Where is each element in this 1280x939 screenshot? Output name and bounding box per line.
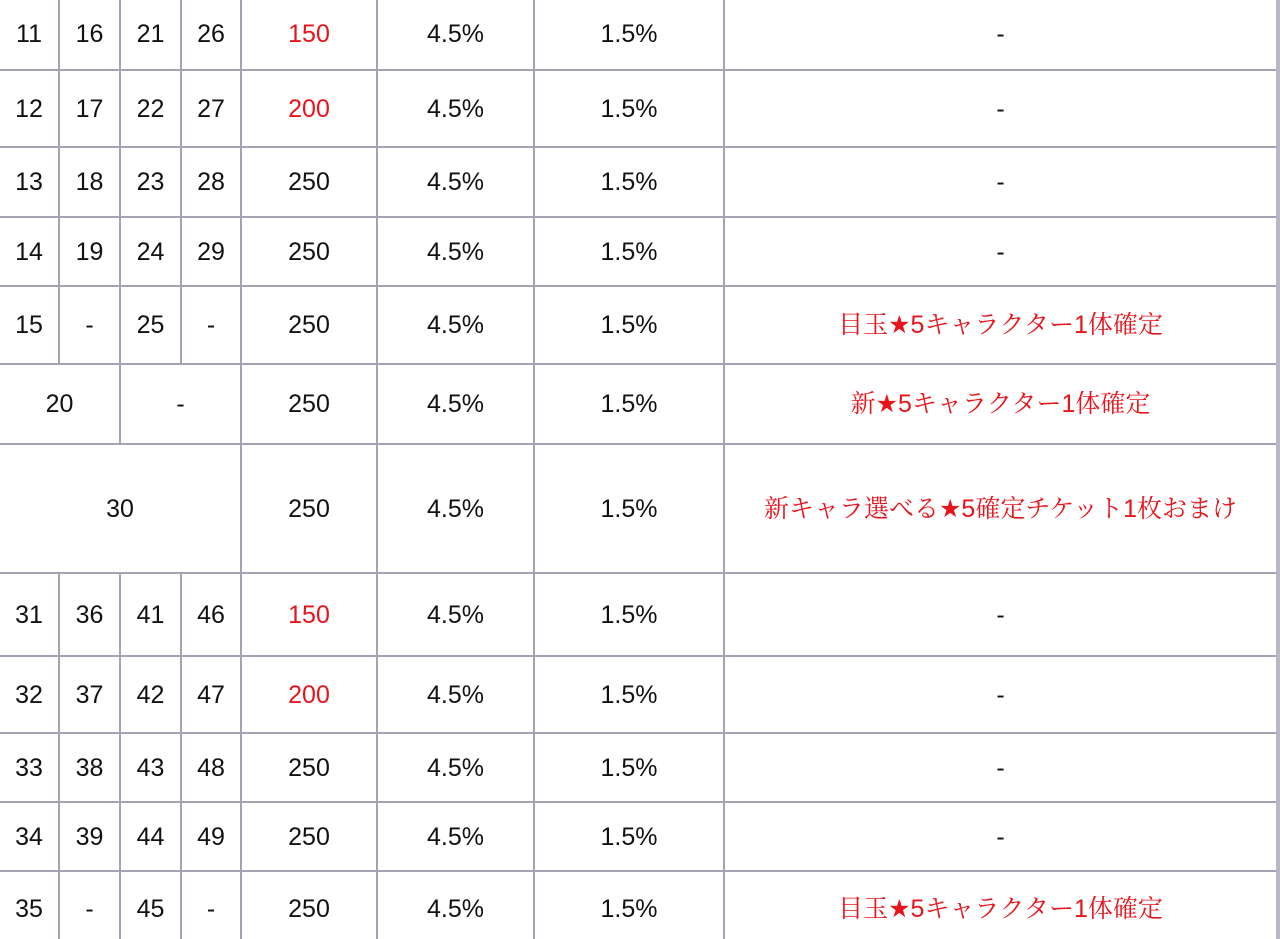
cost-cell: 150 <box>241 573 377 656</box>
step-cell: - <box>120 364 241 444</box>
cost-cell: 250 <box>241 147 377 217</box>
rate-cell: 1.5% <box>534 217 724 286</box>
table-row <box>0 573 1277 656</box>
bonus-cell: - <box>724 573 1277 656</box>
step-cell: 46 <box>181 573 241 656</box>
step-cell: 44 <box>120 802 181 871</box>
rate-cell: 1.5% <box>534 573 724 656</box>
cost-cell: 250 <box>241 444 377 573</box>
step-cell: 32 <box>0 656 59 733</box>
step-cell: 23 <box>120 147 181 217</box>
table-row <box>0 217 1277 286</box>
table-row <box>0 147 1277 217</box>
table-row <box>0 871 1277 939</box>
step-cell: 41 <box>120 573 181 656</box>
rate-cell: 4.5% <box>377 573 534 656</box>
bonus-cell: - <box>724 147 1277 217</box>
step-cell: - <box>59 286 120 364</box>
rate-cell: 1.5% <box>534 286 724 364</box>
step-cell: 36 <box>59 573 120 656</box>
rate-cell: 1.5% <box>534 656 724 733</box>
step-cell: 22 <box>120 70 181 147</box>
rate-cell: 1.5% <box>534 70 724 147</box>
step-cell: 31 <box>0 573 59 656</box>
rate-cell: 1.5% <box>534 802 724 871</box>
step-cell: 37 <box>59 656 120 733</box>
step-cell: 17 <box>59 70 120 147</box>
rate-cell: 4.5% <box>377 871 534 939</box>
rate-cell: 4.5% <box>377 656 534 733</box>
table-row <box>0 656 1277 733</box>
rate-cell: 1.5% <box>534 147 724 217</box>
table-row <box>0 444 1277 573</box>
step-cell: 42 <box>120 656 181 733</box>
bonus-cell: 新★5キャラクター1体確定 <box>724 364 1277 444</box>
bonus-cell: - <box>724 656 1277 733</box>
step-cell: 28 <box>181 147 241 217</box>
rate-cell: 1.5% <box>534 444 724 573</box>
step-cell: 33 <box>0 733 59 802</box>
table-row <box>0 70 1277 147</box>
cost-cell: 150 <box>241 0 377 70</box>
step-cell: 49 <box>181 802 241 871</box>
cost-cell: 200 <box>241 656 377 733</box>
step-cell: - <box>181 871 241 939</box>
rate-cell: 1.5% <box>534 364 724 444</box>
cost-cell: 250 <box>241 733 377 802</box>
bonus-cell: - <box>724 70 1277 147</box>
step-cell: 39 <box>59 802 120 871</box>
table-row <box>0 364 1277 444</box>
bonus-cell: - <box>724 802 1277 871</box>
step-cell: 48 <box>181 733 241 802</box>
step-cell: 24 <box>120 217 181 286</box>
cost-cell: 250 <box>241 364 377 444</box>
rate-cell: 4.5% <box>377 217 534 286</box>
table-row <box>0 286 1277 364</box>
step-cell: 25 <box>120 286 181 364</box>
bonus-cell: - <box>724 733 1277 802</box>
table-row <box>0 0 1277 70</box>
cost-cell: 250 <box>241 871 377 939</box>
rate-cell: 1.5% <box>534 871 724 939</box>
cost-cell: 200 <box>241 70 377 147</box>
bonus-cell: 新キャラ選べる★5確定チケット1枚おまけ <box>724 444 1277 573</box>
bonus-cell: 目玉★5キャラクター1体確定 <box>724 871 1277 939</box>
step-cell: 20 <box>0 364 120 444</box>
rate-cell: 4.5% <box>377 802 534 871</box>
step-cell: 18 <box>59 147 120 217</box>
step-cell: 21 <box>120 0 181 70</box>
step-cell: 16 <box>59 0 120 70</box>
step-cell: 45 <box>120 871 181 939</box>
rate-cell: 4.5% <box>377 286 534 364</box>
step-cell: 47 <box>181 656 241 733</box>
table-row <box>0 733 1277 802</box>
bonus-cell: - <box>724 217 1277 286</box>
step-cell: 11 <box>0 0 59 70</box>
bonus-cell: - <box>724 0 1277 70</box>
step-cell: 27 <box>181 70 241 147</box>
step-cell: 29 <box>181 217 241 286</box>
step-cell: 35 <box>0 871 59 939</box>
step-cell: 38 <box>59 733 120 802</box>
scroll-edge <box>1276 0 1280 939</box>
step-cell: 13 <box>0 147 59 217</box>
step-cell: - <box>59 871 120 939</box>
step-cell: 14 <box>0 217 59 286</box>
step-cell: 26 <box>181 0 241 70</box>
cost-cell: 250 <box>241 217 377 286</box>
step-cell: 15 <box>0 286 59 364</box>
table-row <box>0 802 1277 871</box>
rate-cell: 1.5% <box>534 0 724 70</box>
step-cell: 19 <box>59 217 120 286</box>
step-cell: 43 <box>120 733 181 802</box>
bonus-cell: 目玉★5キャラクター1体確定 <box>724 286 1277 364</box>
cost-cell: 250 <box>241 286 377 364</box>
rate-cell: 4.5% <box>377 444 534 573</box>
step-cell: 30 <box>0 444 241 573</box>
step-cell: 12 <box>0 70 59 147</box>
rate-cell: 4.5% <box>377 147 534 217</box>
step-cell: 34 <box>0 802 59 871</box>
step-cell: - <box>181 286 241 364</box>
rate-cell: 1.5% <box>534 733 724 802</box>
rate-cell: 4.5% <box>377 364 534 444</box>
rate-cell: 4.5% <box>377 0 534 70</box>
rate-cell: 4.5% <box>377 733 534 802</box>
rate-cell: 4.5% <box>377 70 534 147</box>
cost-cell: 250 <box>241 802 377 871</box>
